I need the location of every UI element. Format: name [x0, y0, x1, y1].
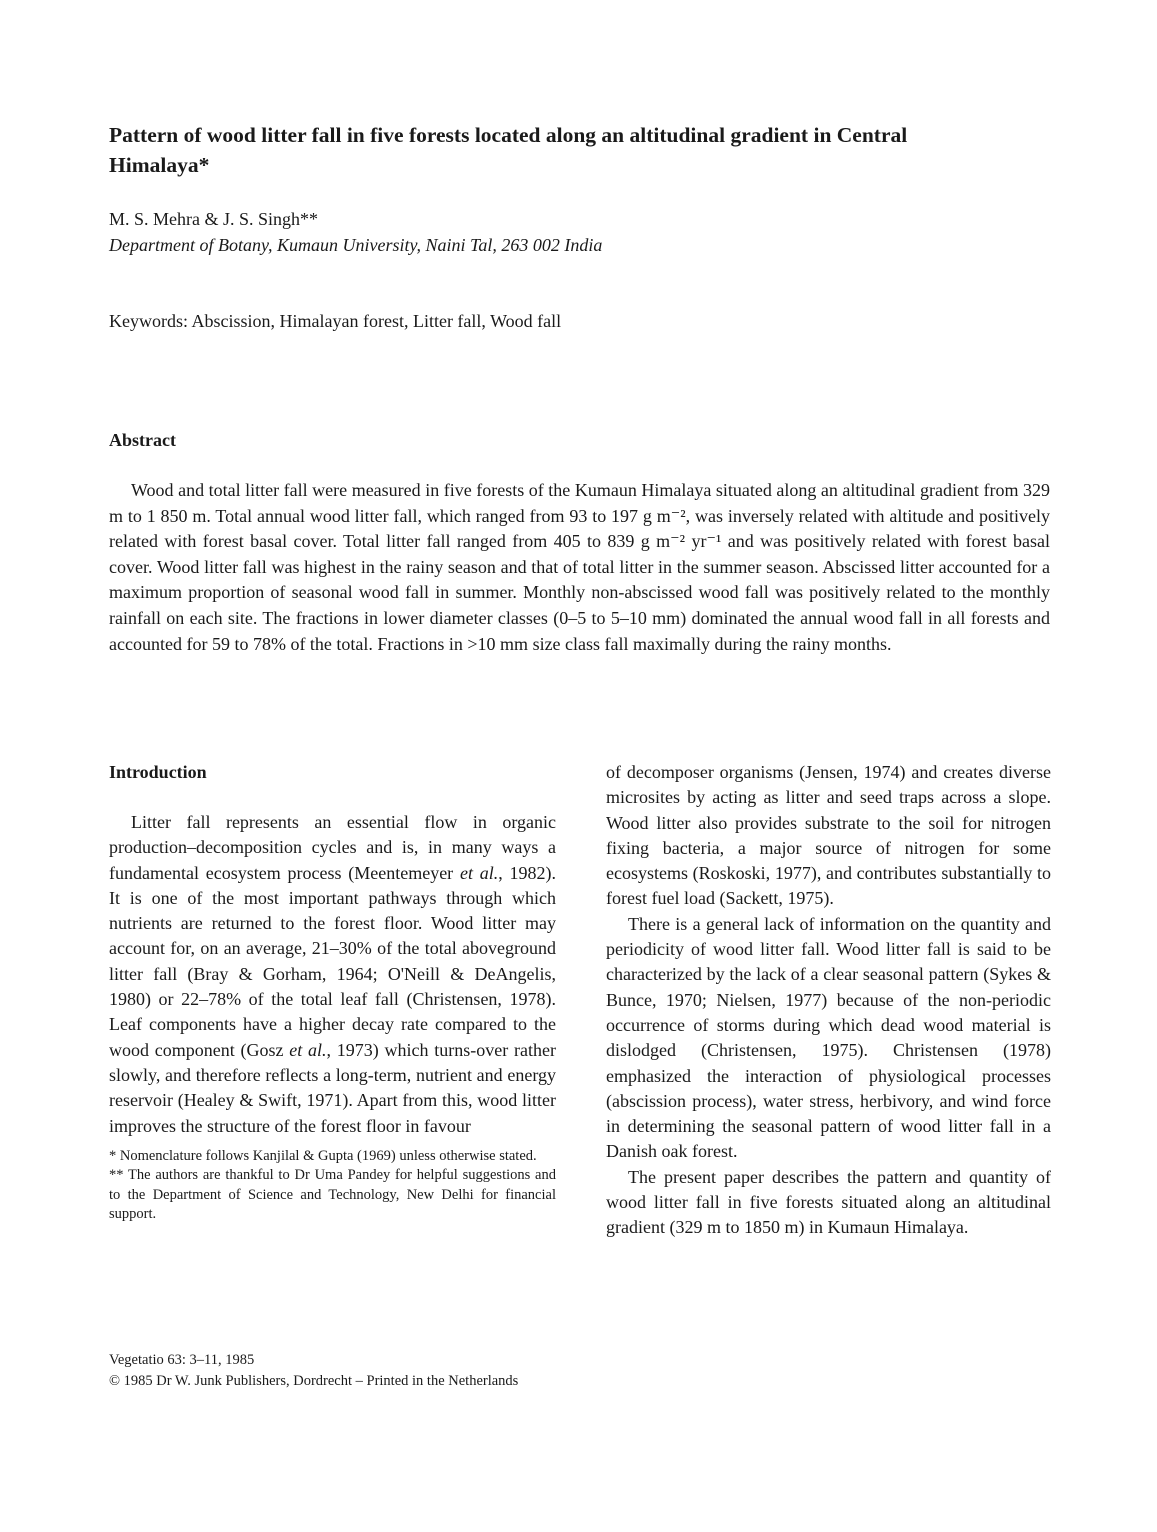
footnote-2: ** The authors are thankful to Dr Uma Pandey for helpful suggestions and to the Department of Science and Technology, New Delhi for financial support. — [109, 1167, 556, 1223]
author-affiliation: Department of Botany, Kumaun University, Naini Tal, 263 002 India — [109, 235, 603, 255]
journal-citation: Vegetatio 63: 3–11, 1985 — [109, 1352, 255, 1368]
page-footer — [109, 1350, 518, 1392]
footnote-1: * Nomenclature follows Kanjilal & Gupta (1969) unless otherwise stated. — [109, 1147, 537, 1164]
author-list: M. S. Mehra & J. S. Singh** — [109, 209, 319, 229]
abstract-text: Wood and total litter fall were measured in five forests of the Kumaun Himalaya situated along an altitudinal gradient from 329 m to 1 850 m. Total annual wood litter fall, which ranged from 93 to 197 g m⁻², was inversely related with altitude and positively related with forest basal cover. Total litter fall ranged from 405 to 839 g m⁻² yr⁻¹ and was positively related with forest basal cover. Wood litter fall was highest in the rainy season and that of total litter in the summer season. Abscissed litter accounted for a maximum proportion of seasonal wood fall in summer. Monthly non-abscissed wood fall was positively related to the monthly rainfall on each site. The fractions in lower diameter classes (0–5 to 5–10 mm) dominated the annual wood fall in all forests and accounted for 59 to 78% of the total. Fractions in >10 mm size class fall maximally during the rainy months. — [109, 480, 1050, 654]
footnotes — [109, 1147, 556, 1225]
introduction-heading: Introduction — [109, 762, 207, 782]
intro-paragraph-2: There is a general lack of information on the quantity and periodicity of wood litter fall. Wood litter fall is said to be characterized by the lack of a clear seasonal pattern (Sykes & Bunce, 1970; Nielsen, 1977) because of the non-periodic occurrence of storms during which dead wood material is dislodged (Christensen, 1975). Christensen (1978) emphasized the interaction of physiological processes (abscission process), water stress, herbivory, and wind force in determining the seasonal pattern of wood litter fall in a Danish oak forest. — [606, 913, 1051, 1162]
paper-title: Pattern of wood litter fall in five forests located along an altitudinal gradient in Central Himalaya* — [109, 123, 908, 177]
intro-p1-etal-2: et al. — [289, 1039, 327, 1060]
intro-paragraph-3: The present paper describes the pattern and quantity of wood litter fall in five forests situated along an altitudinal gradient (329 m to 1850 m) in Kumaun Himalaya. — [606, 1166, 1051, 1238]
abstract-heading: Abstract — [109, 430, 176, 450]
intro-p1-part-b: , 1982). It is one of the most important pathways through which nutrients are returned to the forest floor. Wood litter may account for, on an average, 21–30% of the total aboveground litter fall (Bray & Gorham, 1964; O'Neill & DeAngelis, 1980) or 22–78% of the total leaf fall (Christensen, 1978). Leaf components have a higher decay rate compared to the wood component (Gosz — [109, 862, 556, 1060]
intro-paragraph-1-continued: of decomposer organisms (Jensen, 1974) and creates diverse microsites by acting as litter and seed traps across a slope. Wood litter also provides substrate to the soil for nitrogen fixing bacteria, a major source of nitrogen for some ecosystems (Roskoski, 1977), and contributes substantially to forest fuel load (Sackett, 1975). — [606, 762, 1051, 909]
intro-paragraph-1 — [109, 810, 556, 1139]
intro-p1-part-c: , 1973) which turns-over rather slowly, and therefore reflects a long-term, nutrient and energy reservoir (Healey & Swift, 1971). Apart from this, wood litter improves the structure of the forest floor in favour — [109, 1039, 557, 1136]
right-column — [606, 760, 1051, 1241]
left-column — [109, 760, 556, 1225]
intro-p1-etal-1: et al. — [459, 862, 499, 883]
intro-p1-part-a: Litter fall represents an essential flow in organic production–decomposition cycles and is, in many ways a fundamental ecosystem process (Meentemeyer — [109, 812, 556, 883]
keywords-line: Keywords: Abscission, Himalayan forest, Litter fall, Wood fall — [109, 311, 562, 331]
copyright-line: © 1985 Dr W. Junk Publishers, Dordrecht – Printed in the Netherlands — [109, 1373, 519, 1389]
